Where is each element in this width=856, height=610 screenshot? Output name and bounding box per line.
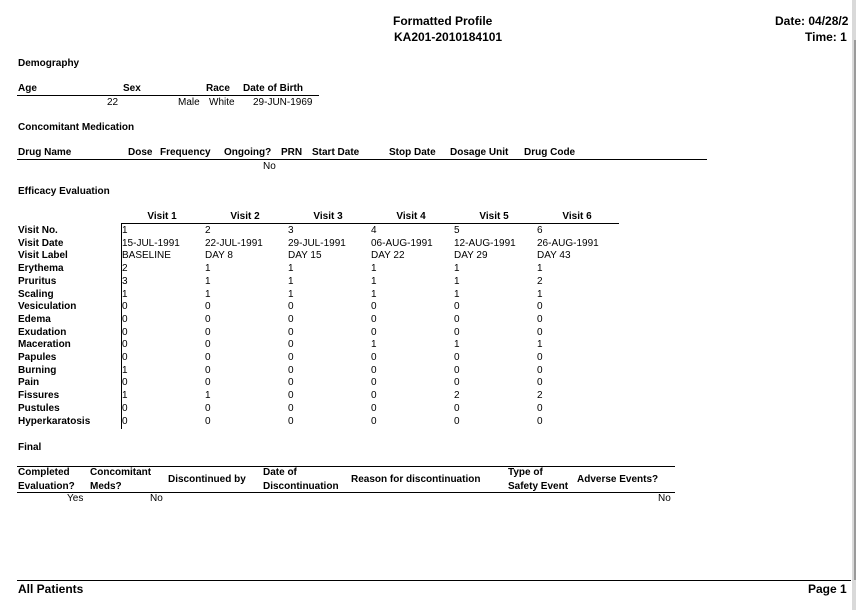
demo-header-sex: Sex bbox=[123, 83, 141, 94]
efficacy-cell: 0 bbox=[537, 365, 543, 376]
efficacy-cell: 1 bbox=[371, 339, 377, 350]
efficacy-row-label: Fissures bbox=[18, 390, 60, 401]
efficacy-cell: 0 bbox=[288, 403, 294, 414]
efficacy-row-label: Burning bbox=[18, 365, 57, 376]
report-title: Formatted Profile bbox=[393, 14, 493, 28]
final-header-completed-1: Completed bbox=[18, 467, 70, 478]
efficacy-cell: 0 bbox=[371, 416, 377, 427]
efficacy-cell: 0 bbox=[454, 327, 460, 338]
efficacy-cell: 1 bbox=[122, 289, 128, 300]
efficacy-cell: 1 bbox=[122, 225, 128, 236]
efficacy-cell: BASELINE bbox=[122, 250, 171, 261]
report-date: Date: 04/28/2 bbox=[775, 14, 849, 28]
efficacy-cell: 5 bbox=[454, 225, 460, 236]
visit-header-3: Visit 3 bbox=[313, 211, 343, 222]
efficacy-cell: 3 bbox=[288, 225, 294, 236]
demo-header-dob: Date of Birth bbox=[243, 83, 303, 94]
efficacy-cell: 0 bbox=[288, 327, 294, 338]
efficacy-cell: 0 bbox=[454, 352, 460, 363]
visit-header-6: Visit 6 bbox=[562, 211, 592, 222]
final-completed-value: Yes bbox=[67, 493, 84, 504]
efficacy-cell: 0 bbox=[371, 377, 377, 388]
conmed-header-prn: PRN bbox=[281, 147, 303, 158]
efficacy-cell: 0 bbox=[122, 327, 128, 338]
conmed-header-ongoing: Ongoing? bbox=[224, 147, 272, 158]
efficacy-cell: 1 bbox=[454, 289, 460, 300]
efficacy-cell: 0 bbox=[122, 416, 128, 427]
efficacy-row-label: Vesiculation bbox=[18, 301, 77, 312]
final-header-discontinued-by: Discontinued by bbox=[168, 474, 246, 485]
conmed-ongoing-value: No bbox=[263, 161, 276, 172]
efficacy-cell: 1 bbox=[205, 276, 211, 287]
final-conmed-value: No bbox=[150, 493, 163, 504]
efficacy-row-label: Pain bbox=[18, 377, 40, 388]
efficacy-cell: 1 bbox=[122, 390, 128, 401]
efficacy-cell: 1 bbox=[288, 263, 294, 274]
efficacy-cell: 1 bbox=[537, 339, 543, 350]
efficacy-row-label: Edema bbox=[18, 314, 51, 325]
efficacy-cell: 4 bbox=[371, 225, 377, 236]
efficacy-cell: 1 bbox=[288, 289, 294, 300]
final-header-type-2: Safety Event bbox=[508, 481, 569, 492]
efficacy-cell: 1 bbox=[537, 289, 543, 300]
efficacy-cell: 1 bbox=[288, 276, 294, 287]
efficacy-row-label: Visit No. bbox=[18, 225, 58, 236]
efficacy-cell: 1 bbox=[454, 263, 460, 274]
efficacy-cell: 0 bbox=[454, 377, 460, 388]
final-top-divider bbox=[17, 466, 675, 467]
final-ae-value: No bbox=[658, 493, 671, 504]
efficacy-cell: 0 bbox=[537, 403, 543, 414]
efficacy-cell: 0 bbox=[371, 314, 377, 325]
efficacy-cell: 0 bbox=[122, 403, 128, 414]
efficacy-row-label: Maceration bbox=[18, 339, 71, 350]
efficacy-cell: 1 bbox=[122, 365, 128, 376]
efficacy-cell: 0 bbox=[205, 327, 211, 338]
efficacy-cell: 0 bbox=[205, 339, 211, 350]
visit-header-5: Visit 5 bbox=[479, 211, 509, 222]
efficacy-cell: 0 bbox=[288, 416, 294, 427]
efficacy-cell: 1 bbox=[205, 263, 211, 274]
demo-sex-value: Male bbox=[178, 97, 200, 108]
report-time: Time: 1 bbox=[805, 30, 847, 44]
efficacy-cell: 0 bbox=[288, 377, 294, 388]
efficacy-cell: 0 bbox=[371, 403, 377, 414]
efficacy-cell: 0 bbox=[122, 377, 128, 388]
efficacy-row-label: Erythema bbox=[18, 263, 64, 274]
efficacy-cell: 1 bbox=[371, 263, 377, 274]
efficacy-row-label: Hyperkaratosis bbox=[18, 416, 91, 427]
efficacy-cell: 0 bbox=[205, 377, 211, 388]
efficacy-cell: 1 bbox=[205, 289, 211, 300]
demo-dob-value: 29-JUN-1969 bbox=[253, 97, 313, 108]
demo-header-age: Age bbox=[18, 83, 37, 94]
efficacy-cell: 0 bbox=[288, 365, 294, 376]
efficacy-cell: 0 bbox=[122, 301, 128, 312]
efficacy-cell: 0 bbox=[122, 352, 128, 363]
efficacy-cell: 0 bbox=[205, 416, 211, 427]
efficacy-row-label: Scaling bbox=[18, 289, 54, 300]
conmed-title: Concomitant Medication bbox=[18, 122, 135, 133]
efficacy-cell: 0 bbox=[122, 339, 128, 350]
conmed-header-frequency: Frequency bbox=[160, 147, 211, 158]
efficacy-row-label: Exudation bbox=[18, 327, 67, 338]
final-header-date-1: Date of bbox=[263, 467, 297, 478]
conmed-divider bbox=[17, 159, 707, 160]
efficacy-cell: DAY 8 bbox=[205, 250, 233, 261]
efficacy-cell: 3 bbox=[122, 276, 128, 287]
efficacy-cell: 06-AUG-1991 bbox=[371, 238, 433, 249]
visit-header-4: Visit 4 bbox=[396, 211, 426, 222]
visit-header-2: Visit 2 bbox=[230, 211, 260, 222]
efficacy-cell: 0 bbox=[454, 301, 460, 312]
final-header-completed-2: Evaluation? bbox=[18, 481, 75, 492]
efficacy-vertical-rule bbox=[121, 224, 122, 429]
efficacy-cell: 0 bbox=[288, 339, 294, 350]
footer-page: Page 1 bbox=[808, 582, 847, 596]
demo-race-value: White bbox=[209, 97, 235, 108]
efficacy-cell: DAY 15 bbox=[288, 250, 322, 261]
efficacy-cell: 0 bbox=[537, 314, 543, 325]
efficacy-cell: 0 bbox=[537, 327, 543, 338]
efficacy-cell: 6 bbox=[537, 225, 543, 236]
efficacy-cell: 0 bbox=[454, 416, 460, 427]
efficacy-cell: 0 bbox=[288, 390, 294, 401]
footer-left: All Patients bbox=[18, 582, 84, 596]
efficacy-cell: 0 bbox=[205, 352, 211, 363]
efficacy-cell: 0 bbox=[454, 365, 460, 376]
final-header-date-2: Discontinuation bbox=[263, 481, 339, 492]
efficacy-cell: 0 bbox=[205, 365, 211, 376]
final-header-conmed-1: Concomitant bbox=[90, 467, 152, 478]
efficacy-divider bbox=[121, 223, 619, 224]
efficacy-cell: 0 bbox=[371, 327, 377, 338]
footer-divider bbox=[17, 580, 851, 581]
efficacy-cell: 0 bbox=[288, 314, 294, 325]
final-header-reason: Reason for discontinuation bbox=[351, 474, 481, 485]
efficacy-cell: 1 bbox=[371, 289, 377, 300]
conmed-header-drug-code: Drug Code bbox=[524, 147, 576, 158]
efficacy-cell: 29-JUL-1991 bbox=[288, 238, 346, 249]
final-divider bbox=[17, 492, 675, 493]
efficacy-cell: 1 bbox=[371, 276, 377, 287]
demo-header-race: Race bbox=[206, 83, 230, 94]
efficacy-cell: 0 bbox=[288, 352, 294, 363]
efficacy-cell: 2 bbox=[122, 263, 128, 274]
conmed-header-stop-date: Stop Date bbox=[389, 147, 436, 158]
final-header-conmed-2: Meds? bbox=[90, 481, 122, 492]
efficacy-cell: 0 bbox=[537, 416, 543, 427]
efficacy-cell: 0 bbox=[205, 403, 211, 414]
final-header-adverse-events: Adverse Events? bbox=[577, 474, 659, 485]
efficacy-cell: 1 bbox=[454, 339, 460, 350]
efficacy-row-label: Visit Date bbox=[18, 238, 64, 249]
efficacy-cell: DAY 29 bbox=[454, 250, 488, 261]
efficacy-cell: 0 bbox=[454, 314, 460, 325]
efficacy-cell: DAY 43 bbox=[537, 250, 571, 261]
efficacy-row-label: Pustules bbox=[18, 403, 60, 414]
demo-age-value: 22 bbox=[107, 97, 119, 108]
efficacy-cell: 0 bbox=[537, 352, 543, 363]
efficacy-cell: 0 bbox=[454, 403, 460, 414]
subject-id: KA201-2010184101 bbox=[394, 30, 503, 44]
efficacy-cell: 0 bbox=[537, 301, 543, 312]
conmed-header-dose: Dose bbox=[128, 147, 153, 158]
efficacy-cell: 0 bbox=[371, 301, 377, 312]
demography-title: Demography bbox=[18, 58, 80, 69]
efficacy-cell: 0 bbox=[371, 365, 377, 376]
efficacy-cell: 0 bbox=[371, 390, 377, 401]
efficacy-cell: 1 bbox=[537, 263, 543, 274]
efficacy-cell: 2 bbox=[537, 276, 543, 287]
efficacy-cell: 1 bbox=[454, 276, 460, 287]
efficacy-cell: DAY 22 bbox=[371, 250, 405, 261]
demography-divider bbox=[17, 95, 319, 96]
final-title: Final bbox=[18, 442, 42, 453]
efficacy-cell: 0 bbox=[205, 301, 211, 312]
efficacy-cell: 2 bbox=[454, 390, 460, 401]
conmed-header-start-date: Start Date bbox=[312, 147, 360, 158]
efficacy-cell: 0 bbox=[288, 301, 294, 312]
efficacy-cell: 0 bbox=[205, 314, 211, 325]
efficacy-cell: 0 bbox=[122, 314, 128, 325]
efficacy-cell: 22-JUL-1991 bbox=[205, 238, 263, 249]
efficacy-cell: 0 bbox=[537, 377, 543, 388]
efficacy-cell: 26-AUG-1991 bbox=[537, 238, 599, 249]
final-header-type-1: Type of bbox=[508, 467, 543, 478]
conmed-header-dosage-unit: Dosage Unit bbox=[450, 147, 509, 158]
efficacy-title: Efficacy Evaluation bbox=[18, 186, 110, 197]
efficacy-cell: 15-JUL-1991 bbox=[122, 238, 180, 249]
visit-header-1: Visit 1 bbox=[147, 211, 177, 222]
efficacy-cell: 2 bbox=[537, 390, 543, 401]
efficacy-row-label: Pruritus bbox=[18, 276, 57, 287]
efficacy-row-label: Papules bbox=[18, 352, 57, 363]
efficacy-row-label: Visit Label bbox=[18, 250, 68, 261]
conmed-header-drug-name: Drug Name bbox=[18, 147, 72, 158]
efficacy-cell: 0 bbox=[371, 352, 377, 363]
efficacy-cell: 1 bbox=[205, 390, 211, 401]
efficacy-cell: 2 bbox=[205, 225, 211, 236]
efficacy-cell: 12-AUG-1991 bbox=[454, 238, 516, 249]
